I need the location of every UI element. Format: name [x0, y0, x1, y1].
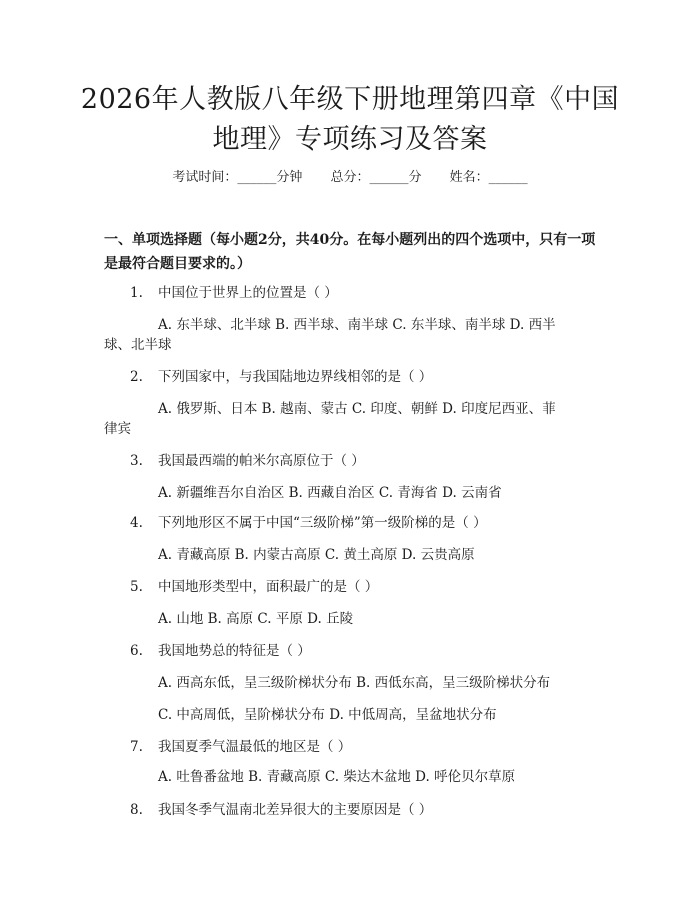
- exam-meta: [0, 168, 700, 188]
- question-text: 我国地势总的特征是（ ）: [158, 643, 311, 659]
- section-heading-line1: 一、单项选择题（每小题2分，共40分。在每小题列出的四个选项中，只有一项: [104, 232, 596, 248]
- student-name-field: 姓名：______: [449, 170, 528, 185]
- question-2-options-line2: 律宾: [104, 421, 131, 437]
- question-3: [130, 451, 610, 471]
- question-8: [130, 800, 610, 820]
- page-title-line2: 地理》专项练习及答案: [212, 124, 488, 155]
- question-number: 8.: [130, 802, 143, 818]
- page-title-line1: 2026年人教版八年级下册地理第四章《中国: [80, 84, 620, 115]
- question-number: 4.: [130, 515, 143, 531]
- question-number: 7.: [130, 739, 143, 755]
- question-number: 6.: [130, 643, 143, 659]
- question-number: 5.: [130, 579, 143, 595]
- question-6-options-line1: A. 西高东低，呈三级阶梯状分布 B. 西低东高，呈三级阶梯状分布: [158, 675, 551, 691]
- question-number: 2.: [130, 369, 143, 385]
- question-text: 我国冬季气温南北差异很大的主要原因是（ ）: [158, 802, 433, 818]
- question-text: 下列地形区不属于中国“三级阶梯”第一级阶梯的是（ ）: [158, 515, 487, 531]
- question-text: 我国夏季气温最低的地区是（ ）: [158, 739, 352, 755]
- question-5: [130, 577, 610, 597]
- total-score-field: 总分：______分: [330, 170, 422, 185]
- question-number: 3.: [130, 453, 143, 469]
- question-text: 中国地形类型中，面积最广的是（ ）: [158, 579, 379, 595]
- question-5-options: A. 山地 B. 高原 C. 平原 D. 丘陵: [158, 611, 354, 627]
- question-1-options-line2: 球、北半球: [104, 337, 172, 353]
- question-text: 中国位于世界上的位置是（ ）: [158, 285, 338, 301]
- section-heading: [104, 228, 604, 276]
- exam-time-field: 考试时间：______分钟: [172, 170, 303, 185]
- question-7-options: A. 吐鲁番盆地 B. 青藏高原 C. 柴达木盆地 D. 呼伦贝尔草原: [158, 769, 516, 785]
- question-6-options-line2: C. 中高周低，呈阶梯状分布 D. 中低周高，呈盆地状分布: [158, 707, 497, 723]
- question-1-options-line1: A. 东半球、北半球 B. 西半球、南半球 C. 东半球、南半球 D. 西半: [158, 317, 556, 333]
- question-7: [130, 737, 610, 757]
- question-text: 我国最西端的帕米尔高原位于（ ）: [158, 453, 365, 469]
- question-text: 下列国家中，与我国陆地边界线相邻的是（ ）: [158, 369, 433, 385]
- question-number: 1.: [130, 285, 143, 301]
- question-6: [130, 641, 610, 661]
- question-1: [130, 283, 610, 303]
- question-3-options: A. 新疆维吾尔自治区 B. 西藏自治区 C. 青海省 D. 云南省: [158, 485, 502, 501]
- question-4-options: A. 青藏高原 B. 内蒙古高原 C. 黄土高原 D. 云贵高原: [158, 547, 475, 563]
- question-2: [130, 367, 610, 387]
- question-2-options-line1: A. 俄罗斯、日本 B. 越南、蒙古 C. 印度、朝鲜 D. 印度尼西亚、菲: [158, 401, 556, 417]
- section-heading-line2: 是最符合题目要求的。）: [104, 256, 251, 272]
- question-4: [130, 513, 610, 533]
